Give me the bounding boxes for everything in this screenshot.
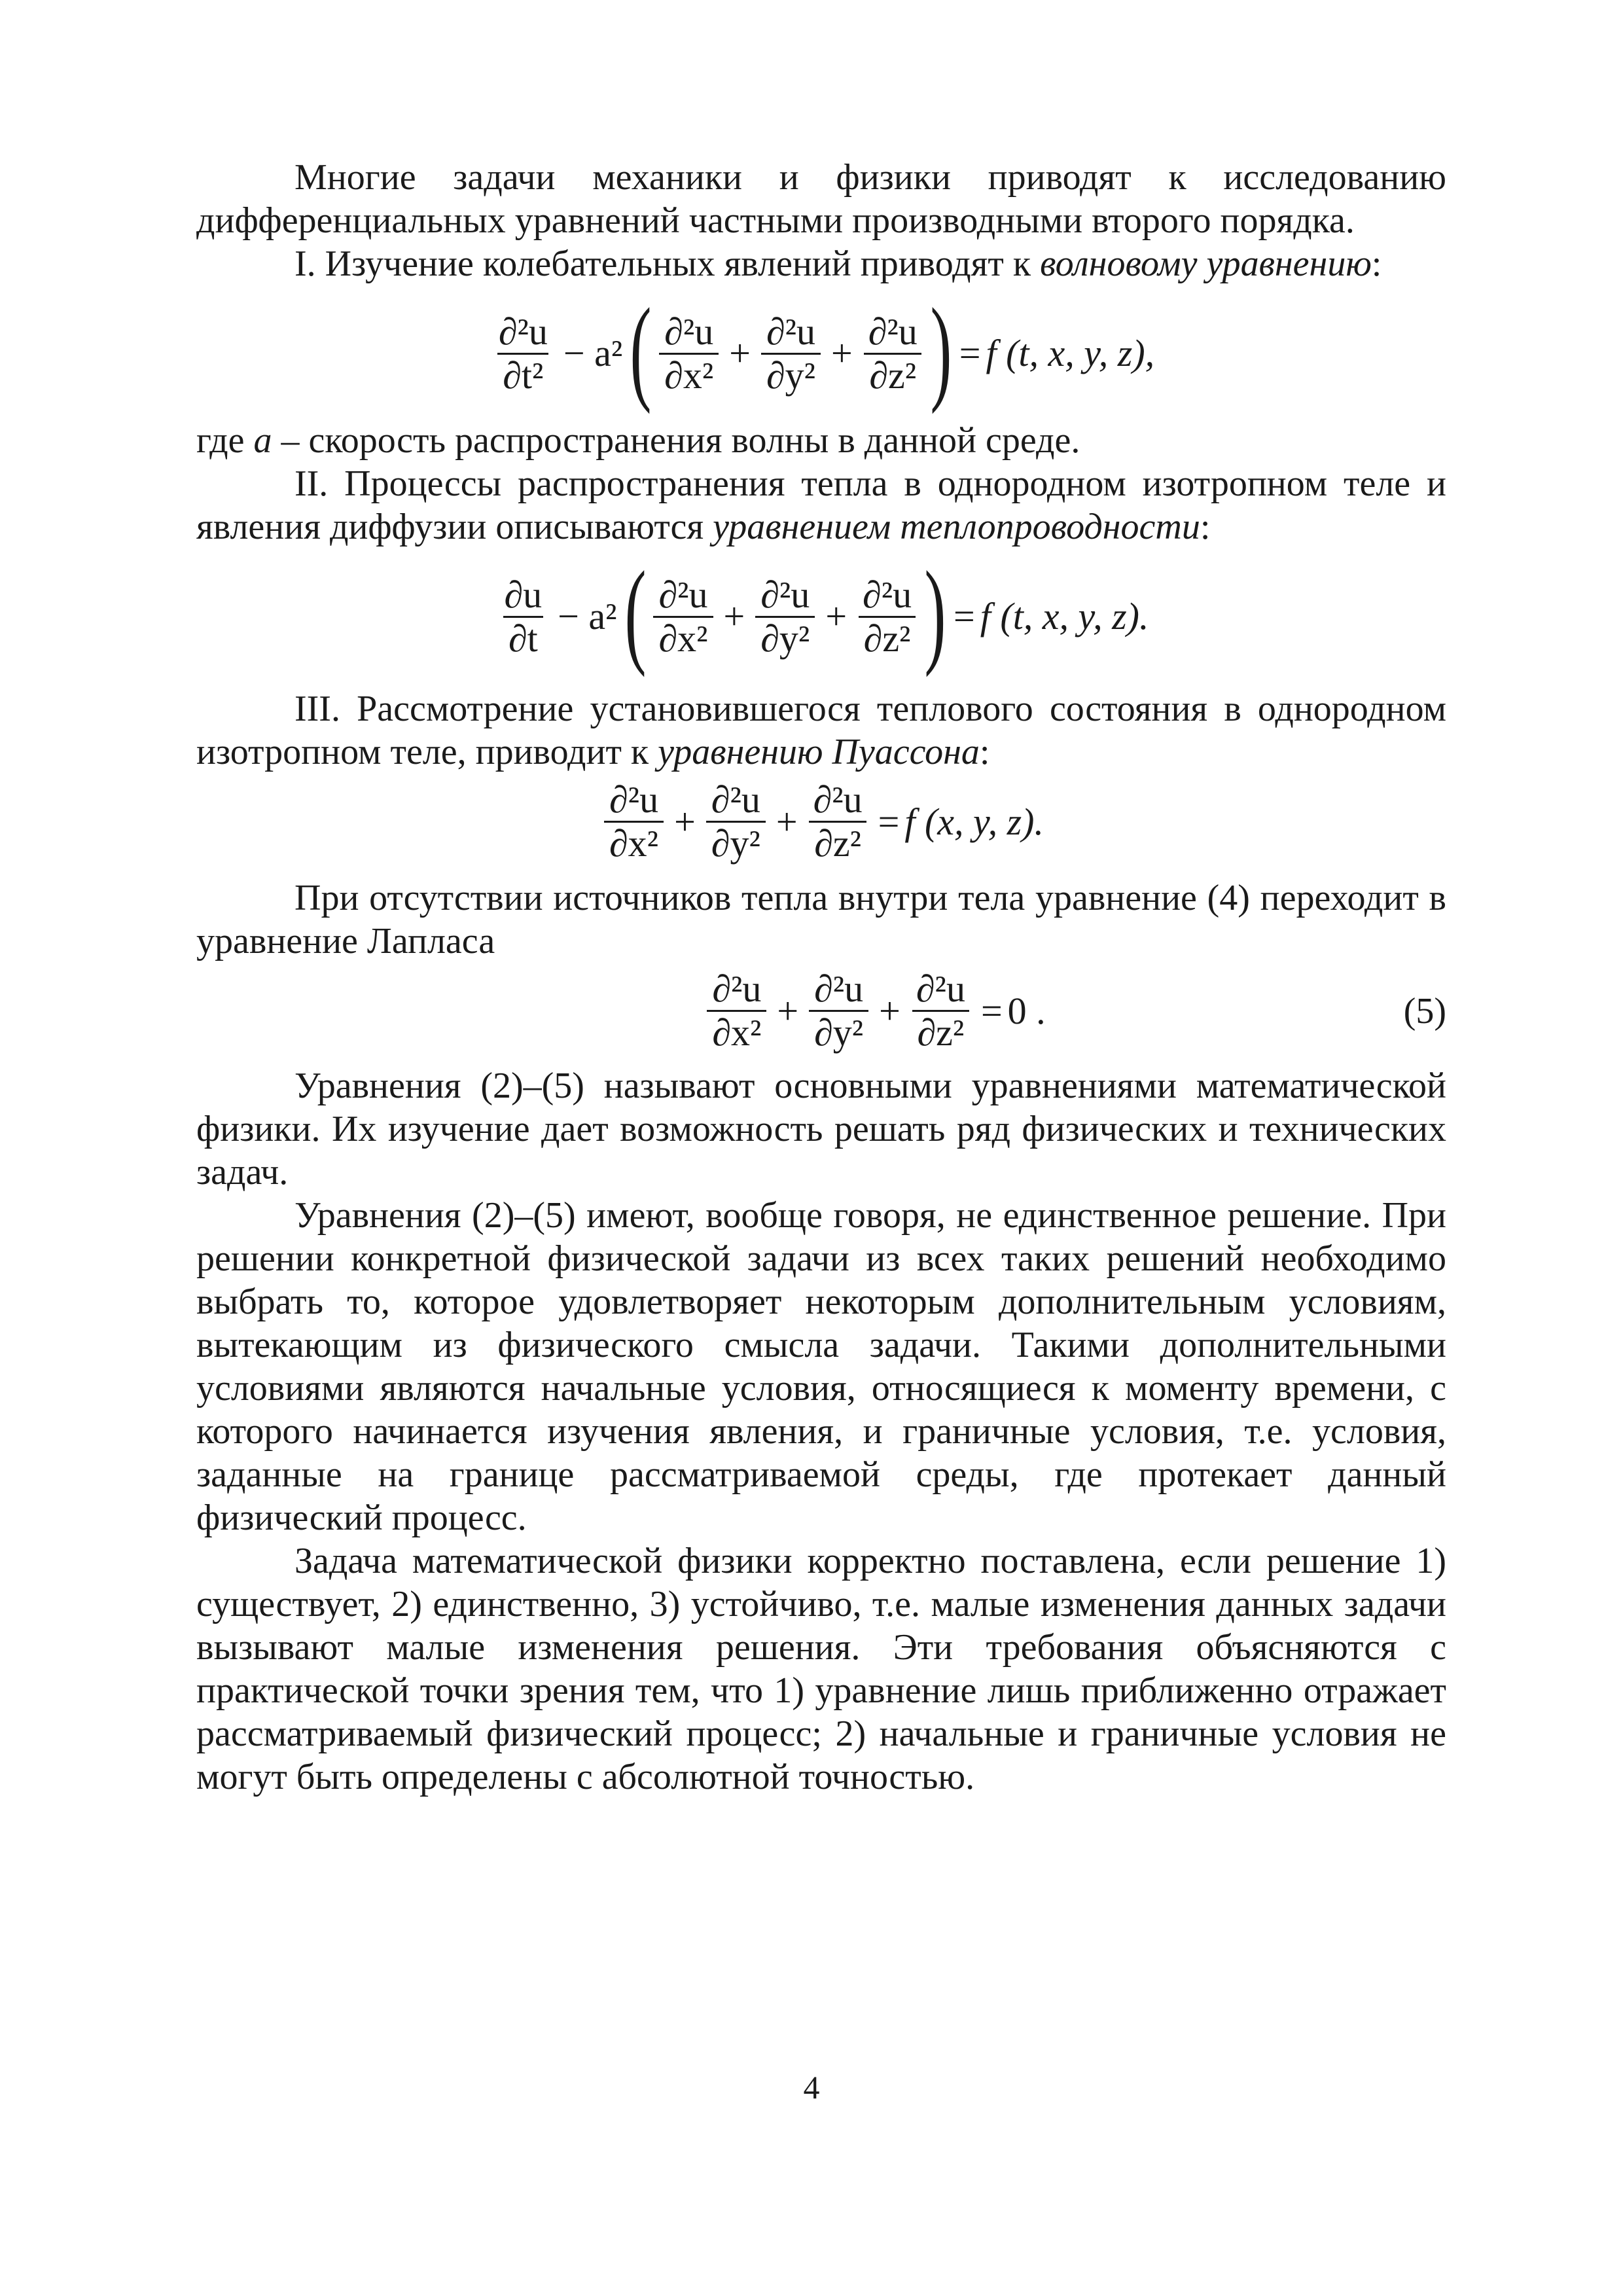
wave-equation-term: волновому уравнению: [1040, 243, 1372, 284]
paragraph-wave: [196, 242, 1446, 285]
numerator: ∂²u: [498, 310, 548, 353]
equals-sign: =: [954, 595, 975, 637]
fraction: [707, 968, 766, 1054]
text: где: [196, 420, 254, 461]
plus-sign: +: [825, 595, 847, 637]
numerator: ∂u: [504, 573, 543, 616]
fraction: [499, 574, 548, 660]
denominator: ∂x²: [653, 616, 713, 660]
minus-a-squared: − a²: [558, 595, 617, 637]
fraction: [604, 779, 664, 865]
right-paren: ): [924, 547, 946, 677]
fraction: [653, 574, 713, 660]
numerator: ∂²u: [863, 573, 912, 616]
denominator: ∂x²: [659, 353, 719, 397]
denominator: ∂x²: [707, 1010, 766, 1054]
numerator: ∂²u: [766, 310, 816, 353]
equals-sign: =: [878, 800, 900, 843]
denominator: ∂z²: [864, 353, 921, 397]
denominator: ∂z²: [912, 1010, 970, 1054]
fraction: [706, 779, 766, 865]
denominator: ∂z²: [809, 821, 866, 865]
right-hand-side: f (t, x, y, z),: [986, 332, 1155, 374]
denominator: ∂y²: [706, 821, 766, 865]
plus-sign: +: [776, 800, 798, 843]
fraction: [808, 779, 868, 865]
plus-sign: +: [723, 595, 745, 637]
text: I. Изучение колебательных явлений приводят к: [294, 243, 1041, 284]
text: II. Процессы распространения тепла в однородном изотропном теле и явления диффузии описываются: [196, 463, 1446, 547]
paragraph-well-posed: Задача математической физики корректно поставлена, если решение 1) существует, 2) единственно, 3) устойчиво, т.е. малые изменения данных задачи вызывают малые изменения решения. Эти требования объясняются с практической точки зрения тем, что 1) уравнение лишь приближенно отражает рассматриваемый физический процесс; 2) начальные и граничные условия не могут быть определены с абсолютной точностью.: [196, 1541, 1446, 1797]
numerator: ∂²u: [760, 573, 810, 616]
numerator: ∂²u: [813, 778, 863, 821]
denominator: ∂t: [503, 616, 543, 660]
plus-sign: +: [777, 989, 799, 1032]
text: :: [1371, 243, 1382, 284]
numerator: ∂²u: [868, 310, 918, 353]
minus-a-squared: − a²: [563, 332, 623, 374]
numerator: ∂²u: [664, 310, 714, 353]
paragraph-basic-equations: Уравнения (2)–(5) называют основными уравнениями математической физики. Их изучение дает возможность решать ряд физических и технических задач.: [196, 1066, 1446, 1193]
right-paren: ): [930, 284, 952, 414]
fraction: [659, 311, 719, 397]
variable-a: a: [253, 420, 272, 461]
fraction: [857, 574, 917, 660]
fraction: [761, 311, 821, 397]
numerator: ∂²u: [711, 778, 760, 821]
heat-equation: [196, 547, 1446, 677]
right-hand-side: f (t, x, y, z).: [980, 595, 1149, 637]
page-number: 4: [803, 2069, 820, 2106]
text: III. Рассмотрение установившегося теплового состояния в однородном изотропном теле, приводит к: [196, 689, 1446, 772]
plus-sign: +: [674, 800, 696, 843]
numerator: ∂²u: [658, 573, 708, 616]
heat-equation-term: уравнением теплопроводности: [713, 507, 1200, 547]
fraction: [493, 311, 553, 397]
laplace-equation: [196, 968, 1446, 1054]
paragraph-wave-speed: [196, 419, 1446, 462]
denominator: ∂y²: [761, 353, 821, 397]
plus-sign: +: [729, 332, 751, 374]
plus-sign: +: [831, 332, 853, 374]
numerator: ∂²u: [712, 967, 762, 1010]
right-hand-side: f (x, y, z).: [904, 800, 1044, 843]
paragraph-conditions: Уравнения (2)–(5) имеют, вообще говоря, не единственное решение. При решении конкретной физической задачи из всех таких решений необходимо выбрать то, которое удовлетворяет некоторым дополнительным условиям, вытекающим из физического смысла задачи. Такими дополнительными условиями являются начальные условия, относящиеся к моменту времени, с которого начинается изучения явления, и граничные условия, т.е. условия, заданные на границе рассматриваемой среды, где протекает данный физический процесс.: [196, 1195, 1446, 1538]
text: :: [979, 732, 990, 772]
denominator: ∂z²: [859, 616, 916, 660]
numerator: ∂²u: [814, 967, 864, 1010]
fraction: [809, 968, 868, 1054]
denominator: ∂x²: [604, 821, 664, 865]
paragraph-laplace: При отсутствии источников тепла внутри тела уравнение (4) переходит в уравнение Лапласа: [196, 878, 1446, 961]
fraction: [863, 311, 923, 397]
denominator: ∂t²: [497, 353, 548, 397]
left-paren: (: [624, 547, 646, 677]
fraction: [911, 968, 971, 1054]
page-content: [196, 156, 1446, 1799]
denominator: ∂y²: [809, 1010, 868, 1054]
left-paren: (: [630, 284, 652, 414]
poisson-equation-term: уравнению Пуассона: [658, 732, 980, 772]
text: :: [1200, 507, 1211, 547]
paragraph-poisson: [196, 687, 1446, 774]
fraction: [755, 574, 815, 660]
denominator: ∂y²: [755, 616, 815, 660]
equals-sign: =: [959, 332, 981, 374]
wave-equation: [196, 284, 1446, 414]
numerator: ∂²u: [916, 967, 965, 1010]
right-hand-side: 0 .: [1007, 989, 1046, 1032]
paragraph-heat: [196, 462, 1446, 548]
paragraph-intro: Многие задачи механики и физики приводят к исследованию дифференциальных уравнений частными производными второго порядка.: [196, 157, 1446, 241]
equals-sign: =: [980, 989, 1003, 1032]
plus-sign: +: [879, 989, 901, 1032]
equation-number: (5): [1403, 990, 1446, 1031]
text: – скорость распространения волны в данной среде.: [272, 420, 1080, 461]
poisson-equation: [196, 779, 1446, 865]
numerator: ∂²u: [609, 778, 659, 821]
